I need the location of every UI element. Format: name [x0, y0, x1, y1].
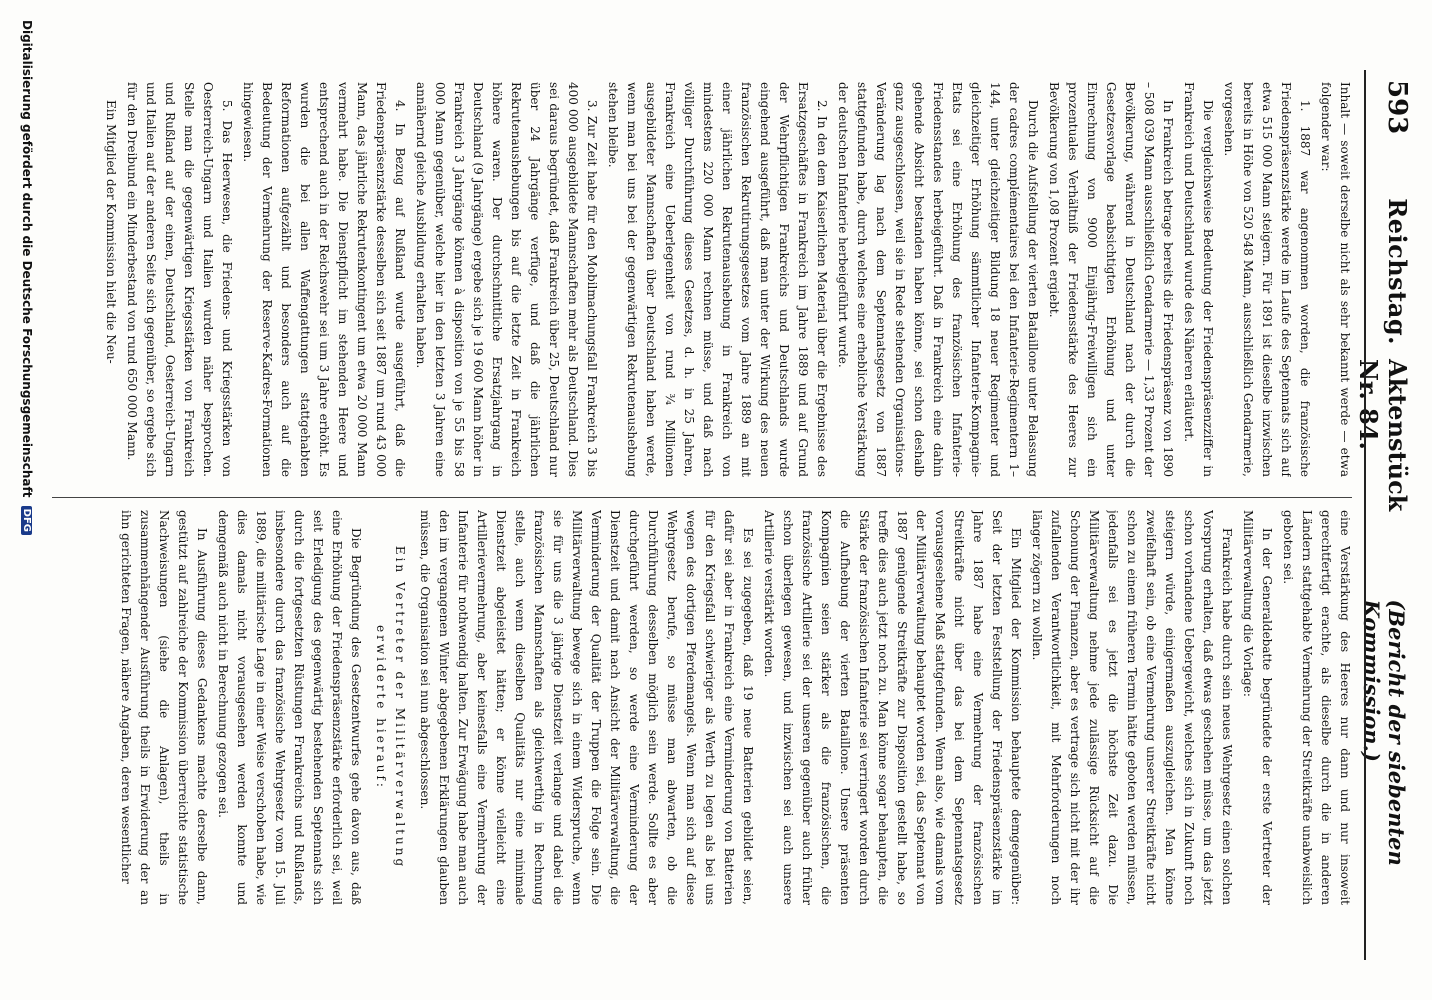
paragraph: 4. In Bezug auf Rußland wurde ausgeführt, daß die Friedenspräsenzstärke desselben sich seit 1887 um rund 43 000 Mann, das jährliche Rekrutenkontingent um etwa 20 000 Mann vermehrt habe. Die Dienstpflicht im stehenden Heere und entsprechend auch in der Reichswehr sei um 3 Jahre erhöht. Es wurden die bei allen Waffengattungen stattgehabten Reformationen aufgezählt und besonders auch auf die Bedeutung der Vermehrung der Reserve-Kadres-Formationen hingewiesen.	[241, 82, 407, 477]
paragraph: In Ausführung dieses Gedankens machte derselbe dann, gestützt auf zahlreiche der Kommission überreichte statistische Nachweisungen (siehe die Anlagen), theils in zusammenhängender Ausführung theils in Erwiderung der an ihn gerichteten Fragen, nähere Angaben, deren wesentlicher	[119, 510, 209, 905]
column-divider	[52, 497, 1352, 498]
page-header	[1354, 80, 1412, 940]
paragraph: eine Verstärkung des Heeres nur dann und nur insoweit gerechtfertigt erachte, als dieselbe durch die in anderen Ländern stattgehabte Vermehrung der Streitkräfte unabweislich geboten sei.	[1281, 510, 1352, 905]
paragraph: 3. Zur Zeit habe für den Mobilmachungsfall Frankreich 3 bis 400 000 ausgebildete Mannschaften mehr als Deutschland. Dies sei daraus begründet, daß Frankreich über 25, Deutschland nur über 24 Jahrgänge verfüge, und daß die jährlichen Rekrutenaushebungen bis auf die letzte Zeit in Frankreich höhere waren. Der durchschnittliche Ersatzjahrgang in Deutschland (9 Jahrgänge) ergebe sich je 19 600 Mann höher in Frankreich 3 Jahrgänge können à disposition von je 55 bis 58 000 Mann gegenüber, welche hier in den letzten 3 Jahren eine annähernd gleiche Ausbildung erhalten haben.	[414, 82, 599, 477]
left-column	[64, 82, 1354, 477]
paragraph: Die Begründung des Gesetzentwurfes gehe davon aus, daß eine Erhöhung der Friedenspräsenzstärke erforderlich sei, weil seit Erledigung des gegenwärtig bestehenden Septennats sich durch die fortgesetzten Rüstungen Frankreichs und Rußlands, insbesondere durch das französische Wehrgesetz vom 15. Juli 1889, die militärische Lage in einer Weise verschoben habe, wie dies damals nicht vorausgesehen werden konnte und demgemäß auch nicht in Berechnung gezogen sei.	[216, 510, 363, 905]
paragraph: Ein Mitglied der Kommission behauptete demgegenüber: Seit der letzten Feststellung der Friedenspräsenzstärke im Jahre 1887 habe eine Vermehrung der französischen Streitkräfte nicht über das bei dem Septennatsgesetz vorausgesehene Maß stattgefunden. Wenn also, wie damals vom der Militärverwaltung behauptet worden sei, das Septennat von 1887 genügende Streitkräfte zur Disposition gestellt habe, so treffe dies auch jetzt noch zu. Man könne sogar behaupten, die Stärke der französischen Infanterie sei verringert worden durch die Aufhebung der vierten Bataillone. Unsere präsenten Kompagnien seien stärker als die französischen, die französische Artillerie sei der unseren gegenüber auch früher schon überlegen gewesen, und inzwischen sei auch unsere Artillerie verstärkt worden.	[762, 510, 1023, 905]
paragraph: 5. Das Heerwesen, die Friedens- und Kriegsstärken von Oesterreich-Ungarn und Italien wurden näher besprochen. Stelle man die gegenwärtigen Kriegsstärken von Frankreich und Rußland auf der einen, Deutschland, Oesterreich-Ungarn und Italien auf der anderen Seite sich gegenüber, so ergebe sich für den Dreibund ein Minderbestand von rund 650 000 Mann.	[125, 82, 234, 477]
footer-attribution	[20, 20, 34, 980]
dfg-logo-icon: DFG	[21, 506, 32, 535]
header-rule	[1364, 70, 1366, 960]
paragraph: Inhalt — soweit derselbe nicht als sehr bekannt werde — etwa folgender war:	[1319, 82, 1352, 477]
speaker-heading: Ein Vertreter der Militärverwaltung erwiderte hierauf:	[374, 545, 407, 870]
paragraph: Ein Mitglied der Kommission hielt die Neu-	[104, 100, 118, 364]
right-column	[64, 510, 1354, 905]
paragraph: Es sei zugegeben, daß 19 neue Batterien gebildet seien, dafür sei aber in Frankreich eine Verminderung von Batterien für den Kriegsfall schwieriger als Werth zu legen als bei uns wegen des dortigen Pferdemangels. Wenn man sich auf diese Wehrgesetz berufe, so müsse man abwarten, ob die Durchführung desselben möglich sein werde. Sollte es aber durchgeführt werden, so werde eine Verminderung der Dienstzeit und damit nach Ansicht der Militärverwaltung, die Verminderung der Qualität der Truppen die Folge sein. Die Militärverwaltung bewege sich in einem Widerspruche, wenn sie für uns die 3 jährige Dienstzeit verlange und dabei die französischen Mannschaften als gleichwerthig in Rechnung stelle, auch wenn dieselben Qualitäts nur eine minimale Dienstzeit abgeleistet hätten; er könne vielleicht eine Artillerievermehrung, aber keinesfalls eine Vermehrung der Infanterie für nothwendig halten. Zur Erwägung habe man auch den im vergangenen Winter abgegebenen Erklärungen glauben müssen, die Organisation sei nun abgeschlossen.	[418, 510, 755, 905]
paragraph: In Frankreich betrage bereits die Friedenspräsenz von 1890 – 508 039 Mann ausschließlich Gendarmerie — 1,33 Prozent der Bevölkerung, während in Deutschland nach der durch die Gesetzesvorlage beabsichtigten Erhöhung und unter Einrechnung von 9000 Einjährig-Freiwilligen sich ein prozentuales Verhältniß der Friedensstärke des Heeres zur Bevölkerung von 1,08 Prozent ergiebt.	[1047, 82, 1175, 477]
paragraph: Durch die Aufstellung der vierten Bataillone unter Belassung der cadres complémentaires bei den Infanterie-Regimentern 1–144, unter gleichzeitiger Bildung 18 neuer Regimenter und gleichzeitiger Erhöhung sämmtlicher Infanterie-Kompagnie-Etats sei eine Erhöhung des französischen Infanterie-Friedensstandes herbeigeführt. Daß in Frankreich eine dahin gehende Absicht bestanden haben könne, sei schon deshalb ganz ausgeschlossen, weil sie in Rede stehenden Organisations-Veränderung lag nach dem Septennatsgesetz von 1887 stattgefunden habe, durch welches eine erhebliche Verstärkung der deutschen Infanterie herbeigeführt wurde.	[836, 82, 1040, 477]
paragraph: 1. 1887 war angenommen worden, die französische Friedenspräsenzstärke werde im Laufe des Septennats sich auf etwa 515 000 Mann steigern. Für 1891 ist dieselbe inzwischen bereits in Höhe von 520 548 Mann, ausschließlich Gendarmerie, vorgesehen.	[1222, 82, 1312, 477]
header-title: Reichstag.	[1383, 198, 1412, 345]
header-issue: Aktenstück Nr. 84.	[1354, 358, 1412, 512]
page-number: 593	[1382, 80, 1412, 135]
paragraph: 2. In den dem Kaiserlichen Material über die Ergebnisse des Ersatzgeschäftes in Frankreich im Jahre 1889 und auf Grund der Wehrpflichtigen Frankreichs und Deutschlands wurde eingehend ausgeführt, daß man unter der Wirkung des neuen französischen Rekrutirungsgesetzes vom Jahre 1889 an mit einer jährlichen Rekrutenaushebung in Frankreich von mindestens 220 000 Mann rechnen müsse, und daß nach völliger Durchführung dieses Gesetzes, d. h. in 25 Jahren, Frankreich eine Ueberlegenheit von rund ¾ Millionen ausgebildeter Mannschaften über Deutschland haben werde, wenn man bei uns bei der gegenwärtigen Rekrutenaushebung stehen bleibe.	[606, 82, 829, 477]
paragraph: Frankreich habe durch sein neues Wehrgesetz einen solchen Vorsprung erhalten, daß etwas geschehen müsse, um das jetzt schon vorhandene Uebergewicht, welches sich in Zukunft noch steigern würde, einigermaßen auszugleichen. Man könne zweifelhaft sein, ob eine Vermehrung unserer Streitkräfte nicht schon zu einem früheren Termin hätte geboten werden müssen, jedenfalls sei es jetzt die höchste Zeit dazu. Die Militärverwaltung nehme jede zulässige Rücksicht auf die Schonung der Finanzen, aber es vertrage sich nicht mit der ihr zufallenden Verantwortlichkeit, mit Mehrforderungen noch länger zögern zu wollen.	[1030, 510, 1234, 905]
paragraph: Die vergleichsweise Bedeutung der Friedenspräsenzziffer in Frankreich und Deutschland wurde des Näheren erläutert.	[1182, 82, 1215, 477]
paragraph: In der Generaldebatte begründete der erste Vertreter der Militärverwaltung die Vorlage:	[1241, 510, 1274, 905]
attribution-text: Digitalisierung gefördert durch die Deutsche Forschungsgemeinschaft	[20, 20, 34, 498]
header-section: (Bericht der siebenten Kommission.)	[1359, 599, 1409, 866]
